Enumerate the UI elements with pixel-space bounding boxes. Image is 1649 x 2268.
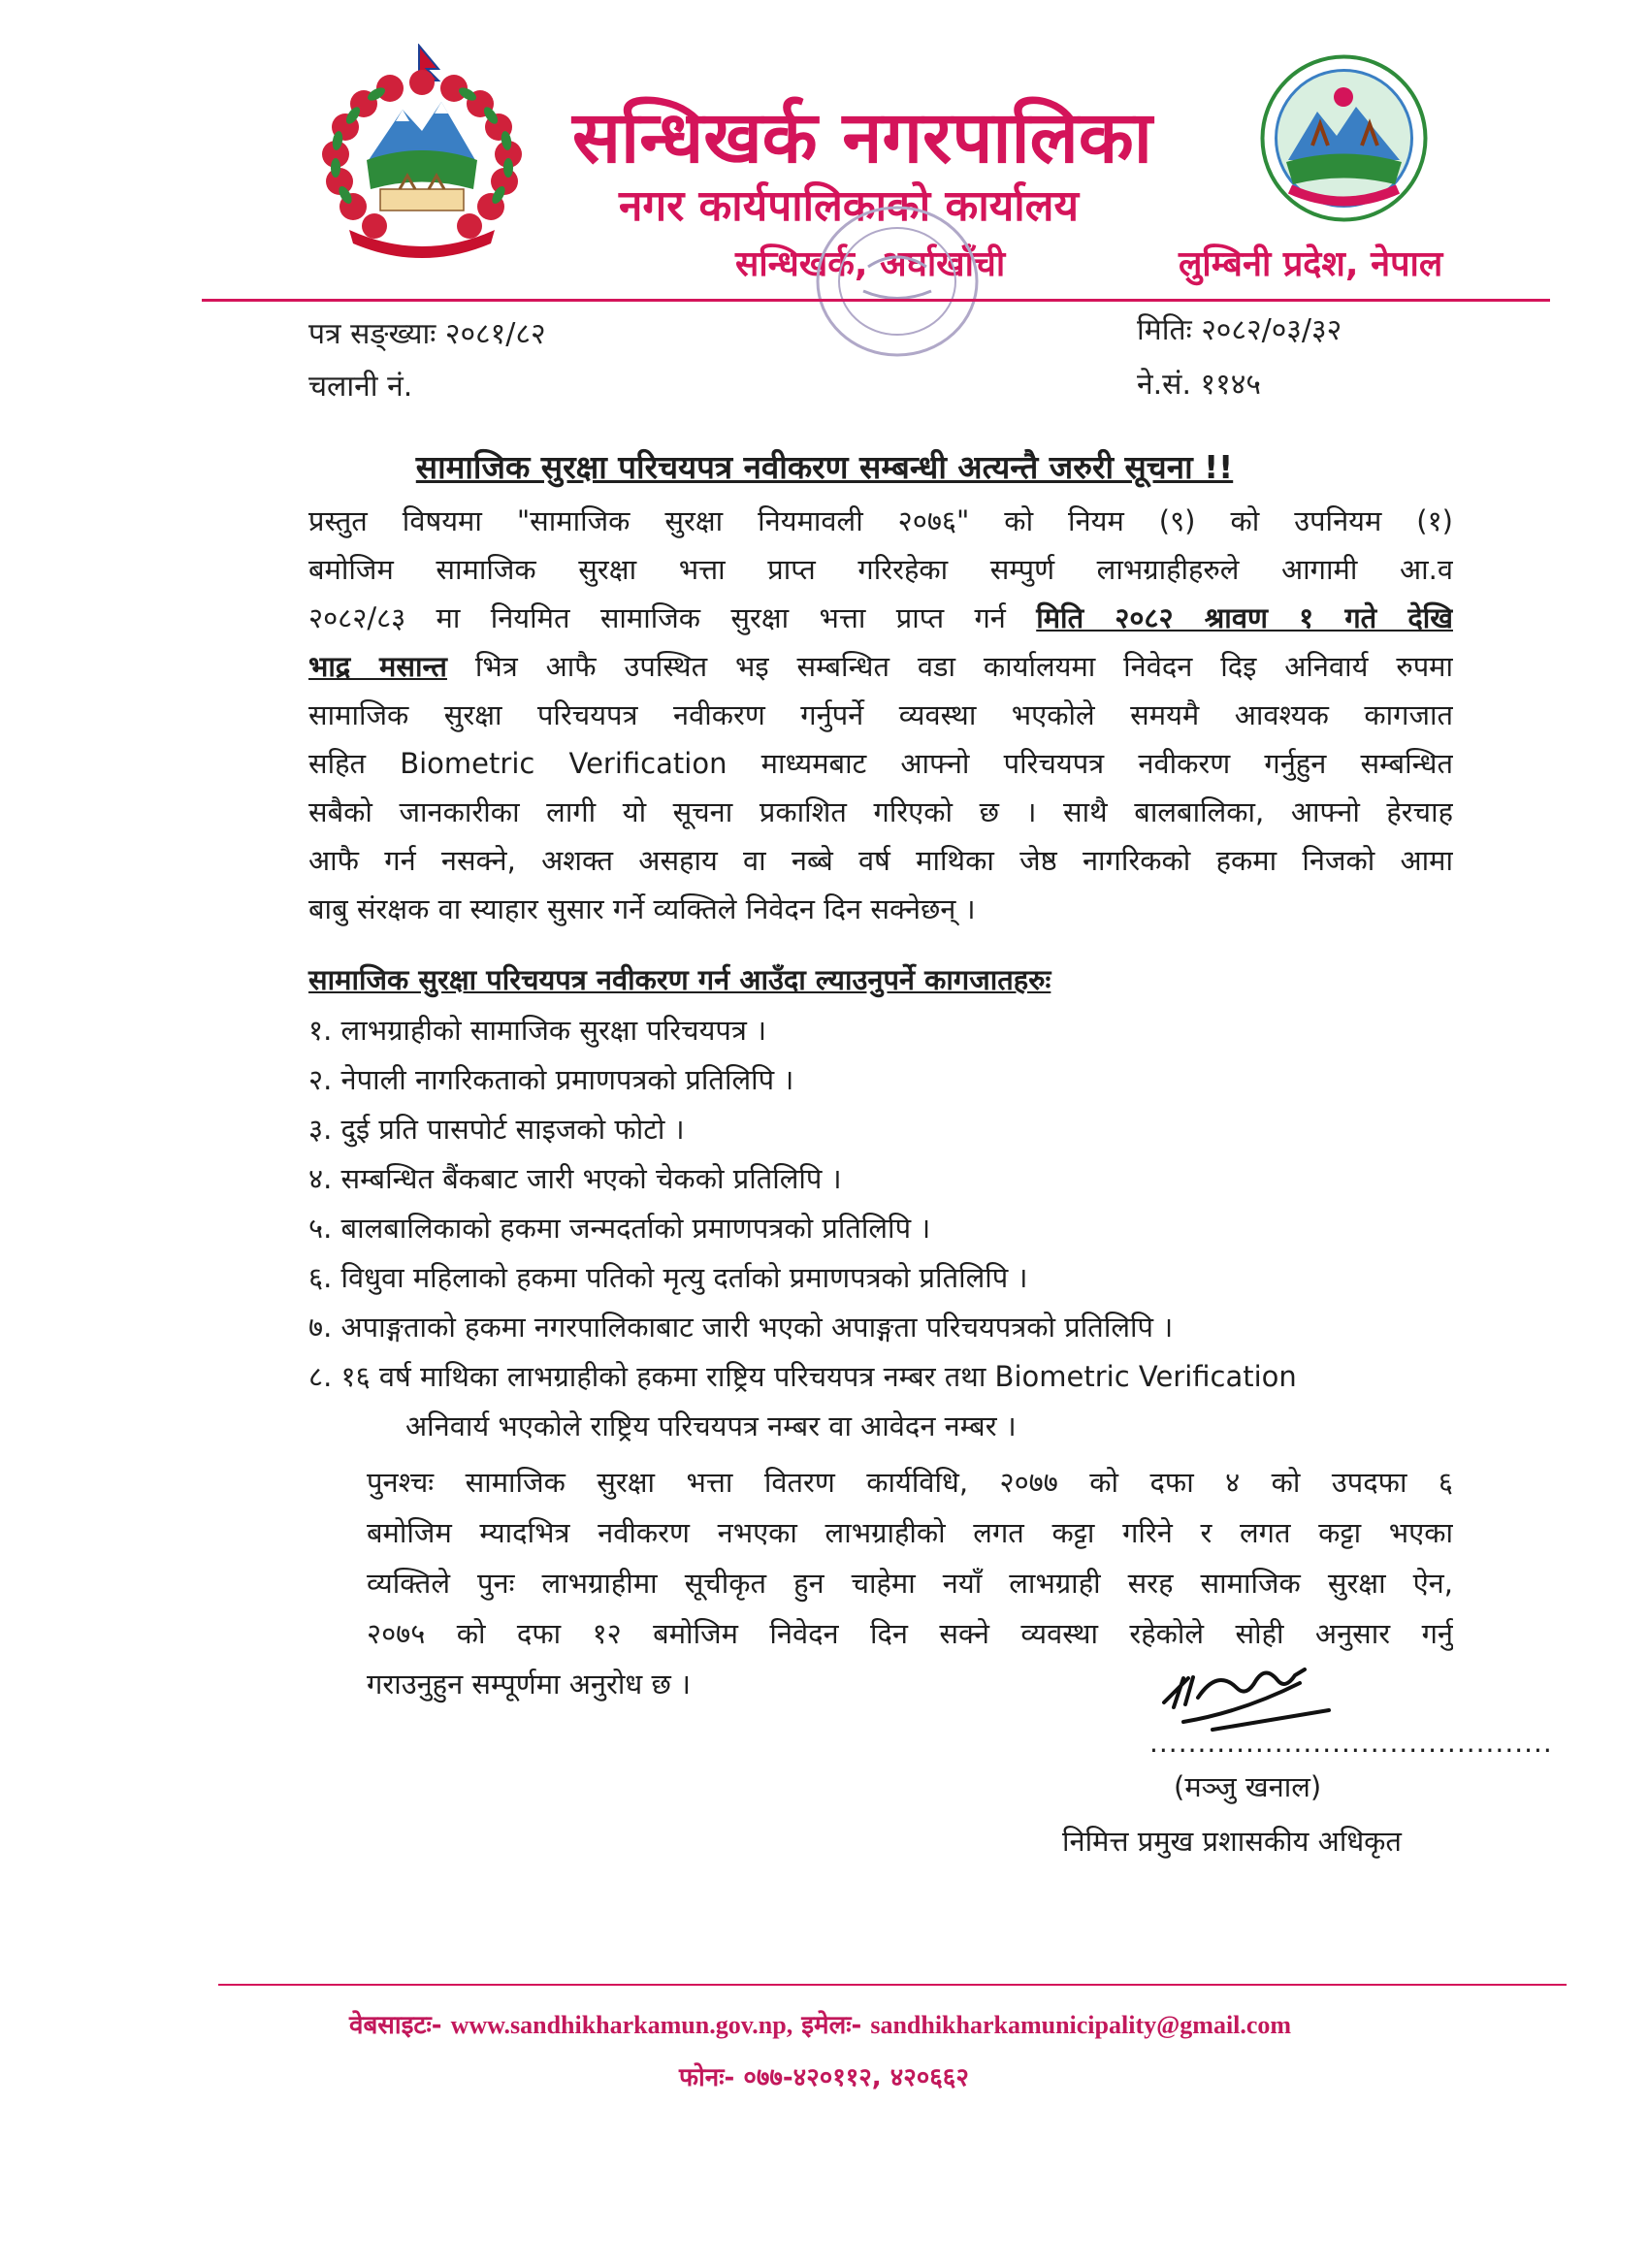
- phone-label: फोनः-: [679, 2063, 735, 2092]
- nepal-sambat-date: ने.सं. ११४५: [1137, 368, 1261, 402]
- office-seal-icon: [810, 199, 985, 364]
- dispatch-number: चलानी नं.: [308, 370, 413, 404]
- document-item-continuation: अनिवार्य भएकोले राष्ट्रिय परिचयपत्र नम्बर वा आवेदन नम्बर ।: [405, 1409, 1017, 1442]
- letter-number: [308, 312, 546, 352]
- website-link[interactable]: www.sandhikharkamun.gov.np,: [450, 2011, 793, 2039]
- header-divider: [202, 299, 1550, 302]
- renewal-date-range: मिति २०८२ श्रावण १ गते देखि: [1036, 601, 1453, 634]
- body-line-text: भित्र आफै उपस्थित भइ सम्बन्धित वडा कार्यालयमा निवेदन दिइ अनिवार्य रुपमा: [474, 650, 1453, 683]
- document-item: ६. विधुवा महिलाको हकमा पतिको मृत्यु दर्ताको प्रमाणपत्रको प्रतिलिपि ।: [308, 1261, 1028, 1294]
- email-label: इमेलः-: [801, 2011, 862, 2040]
- letter-number-value: २०८१/८२: [444, 317, 546, 351]
- body-line: सहित Biometric Verification माध्यमबाट आफ्नो परिचयपत्र नवीकरण गर्नुहुन सम्बन्धित: [308, 747, 1453, 780]
- date-label: मितिः: [1137, 313, 1192, 347]
- body-line: [308, 642, 1453, 691]
- body-line: बाबु संरक्षक वा स्याहार सुसार गर्ने व्यक्तिले निवेदन दिन सक्नेछन् ।: [308, 892, 976, 925]
- date-value: २०८२/०३/३२: [1201, 313, 1342, 347]
- website-label: वेबसाइटः-: [349, 2011, 442, 2040]
- email-link[interactable]: sandhikharkamunicipality@gmail.com: [870, 2011, 1292, 2039]
- government-emblem-icon: [310, 44, 534, 262]
- postscript-line: २०७५ को दफा १२ बमोजिम निवेदन दिन सक्ने व्यवस्था रहेकोले सोही अनुसार गर्नु: [367, 1617, 1453, 1650]
- footer-phone: [679, 2058, 969, 2093]
- signatory-name: (मञ्जु खनाल): [1174, 1770, 1322, 1803]
- phone-numbers: ०७७-४२०११२, ४२०६६२: [743, 2063, 969, 2092]
- municipality-logo-icon: [1259, 53, 1429, 223]
- postscript-line: बमोजिम म्यादभित्र नवीकरण नभएका लाभग्राहीको लगत कट्टा गरिने र लगत कट्टा भएका: [367, 1516, 1453, 1549]
- document-item: ५. बालबालिकाको हकमा जन्मदर्ताको प्रमाणपत्रको प्रतिलिपि ।: [308, 1212, 931, 1245]
- postscript-line: व्यक्तिले पुनः लाभग्राहीमा सूचीकृत हुन चाहेमा नयाँ लाभग्राही सरह सामाजिक सुरक्षा ऐन,: [367, 1567, 1453, 1600]
- office-name: नगर कार्यपालिकाको कार्यालय: [619, 181, 1079, 231]
- body-line-text: २०८२/८३ मा नियमित सामाजिक सुरक्षा भत्ता प्राप्त गर्न: [308, 601, 1006, 634]
- renewal-deadline: भाद्र मसान्त: [308, 650, 447, 683]
- document-item: ४. सम्बन्धित बैंकबाट जारी भएको चेकको प्रतिलिपि ।: [308, 1162, 842, 1195]
- location-right: लुम्बिनी प्रदेश, नेपाल: [1179, 244, 1443, 284]
- body-line: सामाजिक सुरक्षा परिचयपत्र नवीकरण गर्नुपर्ने व्यवस्था भएकोले समयमै आवश्यक कागजात: [308, 698, 1453, 731]
- document-item: ७. अपाङ्गताको हकमा नगरपालिकाबाट जारी भएको अपाङ्गता परिचयपत्रको प्रतिलिपि ।: [308, 1311, 1174, 1344]
- documents-heading: सामाजिक सुरक्षा परिचयपत्र नवीकरण गर्न आउँदा ल्याउनुपर्ने कागजातहरुः: [308, 963, 1051, 996]
- letter-number-label: पत्र सङ्ख्याः: [308, 317, 436, 351]
- body-line: सबैको जानकारीका लागी यो सूचना प्रकाशित गरिएको छ । साथै बालबालिका, आफ्नो हेरचाह: [308, 795, 1453, 828]
- document-item: ८. १६ वर्ष माथिका लाभग्राहीको हकमा राष्ट्रिय परिचयपत्र नम्बर तथा Biometric Verification: [308, 1360, 1297, 1393]
- footer-contact: [349, 2006, 1291, 2041]
- letter-date: [1137, 308, 1342, 348]
- notice-subject: सामाजिक सुरक्षा परिचयपत्र नवीकरण सम्बन्धी अत्यन्तै जरुरी सूचना !!: [415, 448, 1234, 486]
- body-line: बमोजिम सामाजिक सुरक्षा भत्ता प्राप्त गरिरहेका सम्पुर्ण लाभग्राहीहरुले आगामी आ.व: [308, 553, 1453, 586]
- body-line: आफै गर्न नसक्ने, अशक्त असहाय वा नब्बे वर्ष माथिका जेष्ठ नागरिकको हकमा निजको आमा: [308, 844, 1453, 877]
- municipality-name: सन्धिखर्क नगरपालिका: [572, 96, 1152, 179]
- signatory-title: निमित्त प्रमुख प्रशासकीय अधिकृत: [1062, 1825, 1402, 1858]
- signature-line: ..........................................: [1149, 1727, 1553, 1759]
- postscript-line: गराउनुहुन सम्पूर्णमा अनुरोध छ ।: [367, 1668, 691, 1701]
- document-item: २. नेपाली नागरिकताको प्रमाणपत्रको प्रतिलिपि ।: [308, 1063, 794, 1096]
- document-item: ३. दुई प्रति पासपोर्ट साइजको फोटो ।: [308, 1113, 685, 1146]
- body-line: [308, 594, 1453, 642]
- location-left: सन्धिखर्क, अर्घाखाँची: [735, 244, 1006, 284]
- document-item: १. लाभग्राहीको सामाजिक सुरक्षा परिचयपत्र ।: [308, 1014, 767, 1047]
- footer-divider: [218, 1984, 1567, 1986]
- postscript-line: पुनश्चः सामाजिक सुरक्षा भत्ता वितरण कार्यविधि, २०७७ को दफा ४ को उपदफा ६: [367, 1466, 1453, 1499]
- body-line: प्रस्तुत विषयमा "सामाजिक सुरक्षा नियमावली २०७६" को नियम (९) को उपनियम (१): [308, 504, 1453, 537]
- notice-body: [308, 497, 1453, 933]
